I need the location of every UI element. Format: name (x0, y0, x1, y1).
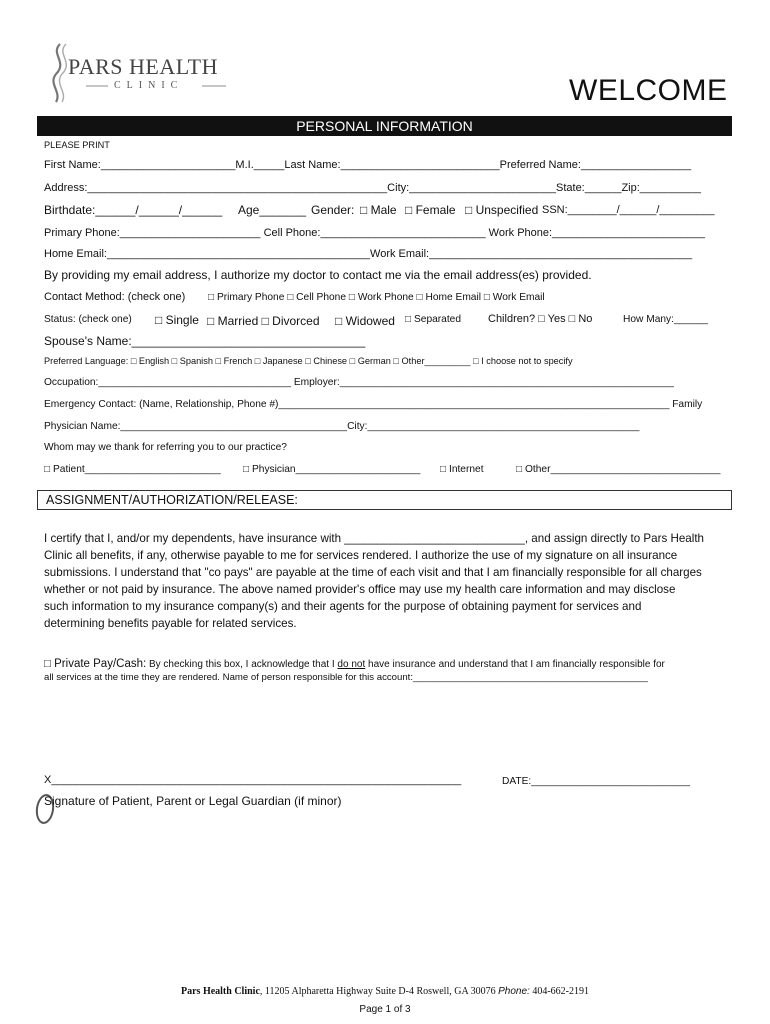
referral-patient-checkbox[interactable]: □ Patient________________________ (44, 464, 221, 475)
private-pay-do-not: do not (337, 659, 366, 670)
how-many-line[interactable]: How Many:______ (623, 314, 708, 325)
phone-line[interactable]: Primary Phone:_______________________ Cell Phone:___________________________ Work Phone:_________________________ (44, 227, 705, 239)
spouse-name-line[interactable]: Spouse's Name:___________________________________ (44, 334, 366, 348)
name-line[interactable]: First Name:______________________M.I._____Last Name:__________________________Preferred Name:__________________ (44, 159, 692, 171)
assignment-line-3: submissions. I understand that "co pays" are payable at the time of each visit and that I am financially responsible for all charges (44, 566, 702, 579)
contact-method-label: Contact Method: (check one) (44, 291, 186, 303)
footer-address (0, 986, 770, 997)
private-pay-text-b: have insurance and understand that I am financially responsible for (368, 659, 665, 670)
section-banner-personal-info: PERSONAL INFORMATION (37, 116, 732, 136)
footer-address-text: , 11205 Alpharetta Highway Suite D-4 Roswell, GA 30076 (259, 986, 496, 997)
status-separated-checkbox[interactable]: □ Separated (405, 314, 461, 325)
contact-method-options[interactable]: □ Primary Phone □ Cell Phone □ Work Phone □ Home Email □ Work Email (208, 292, 545, 303)
children-checkbox[interactable]: Children? □ Yes □ No (488, 313, 593, 325)
signature-caption: Signature of Patient, Parent or Legal Guardian (if minor) (44, 794, 342, 808)
gender-unspecified-checkbox[interactable]: □ Unspecified (465, 203, 539, 217)
private-pay-checkbox[interactable]: □ Private Pay/Cash: (44, 658, 147, 670)
emergency-contact-line[interactable]: Emergency Contact: (Name, Relationship, Phone #)_____________________________________________________________________ Family (44, 399, 703, 410)
status-label: Status: (check one) (44, 314, 132, 325)
age-line[interactable]: Age_______ (238, 203, 307, 217)
page-number: Page 1 of 3 (359, 1004, 411, 1015)
preferred-language-line[interactable]: Preferred Language: □ English □ Spanish □ French □ Japanese □ Chinese □ German □ Other_________ □ I choose not to specify (44, 356, 573, 366)
page-title: WELCOME (569, 74, 728, 107)
referral-internet-checkbox[interactable]: □ Internet (440, 464, 484, 475)
section-header-assignment: ASSIGNMENT/AUTHORIZATION/RELEASE: (37, 490, 732, 510)
birthdate-line[interactable]: Birthdate:______/______/______ (44, 203, 223, 217)
logo-title: PARS HEALTH (68, 54, 218, 79)
date-line[interactable]: DATE:____________________________ (502, 776, 690, 787)
private-pay-text-a: By checking this box, I acknowledge that I (148, 659, 335, 670)
please-print-note: PLEASE PRINT (44, 140, 110, 150)
occupation-line[interactable]: Occupation:__________________________________ Employer:___________________________________________________________ (44, 377, 674, 388)
signature-line[interactable]: X___________________________________________________________________ (44, 774, 462, 786)
email-authorization-text: By providing my email address, I authorize my doctor to contact me via the email address(es) provided. (44, 268, 592, 282)
private-pay-line-2[interactable]: all services at the time they are rendered. Name of person responsible for this account:____________________________________________ (44, 672, 648, 683)
assignment-line-4: whether or not paid by insurance. The above named provider's office may use my health care information and may disclose (44, 583, 676, 596)
referral-physician-checkbox[interactable]: □ Physician______________________ (243, 464, 421, 475)
referral-other-checkbox[interactable]: □ Other______________________________ (516, 464, 721, 475)
assignment-line-1: I certify that I, and/or my dependents, have insurance with ____________________________, and assign directly to Pars Health (44, 532, 705, 545)
status-widowed-checkbox[interactable]: □ Widowed (335, 314, 395, 328)
assignment-line-5: such information to my insurance company(s) and their agents for the purpose of obtaining payment for services and (44, 600, 642, 613)
status-single-checkbox[interactable]: □ Single (155, 313, 199, 327)
gender-male-checkbox[interactable]: □ Male (360, 203, 397, 217)
private-pay-row (44, 658, 665, 670)
assignment-paragraph (44, 530, 734, 632)
footer-phone: 404-662-2191 (532, 986, 589, 997)
assignment-line-2: Clinic all benefits, if any, otherwise payable to me for services rendered. I authorize the use of my signature on all insurance (44, 549, 678, 562)
physician-line[interactable]: Physician Name:________________________________________City:________________________________________________ (44, 421, 640, 432)
referral-question: Whom may we thank for referring you to our practice? (44, 442, 287, 453)
assignment-line-6: determining benefits payable for related services. (44, 617, 297, 630)
gender-label: Gender: (311, 203, 355, 217)
clinic-logo (46, 40, 236, 104)
footer-phone-label: Phone: (498, 986, 530, 997)
address-line[interactable]: Address:_________________________________________________City:________________________State:______Zip:__________ (44, 182, 701, 194)
gender-female-checkbox[interactable]: □ Female (405, 203, 456, 217)
footer-clinic-name: Pars Health Clinic (181, 986, 260, 997)
ssn-line[interactable]: SSN:________/______/_________ (542, 204, 715, 216)
email-line[interactable]: Home Email:___________________________________________Work Email:___________________________________________ (44, 248, 693, 260)
logo-subtitle: CLINIC (114, 80, 184, 91)
status-married-divorced-checkbox[interactable]: □ Married □ Divorced (207, 314, 320, 328)
